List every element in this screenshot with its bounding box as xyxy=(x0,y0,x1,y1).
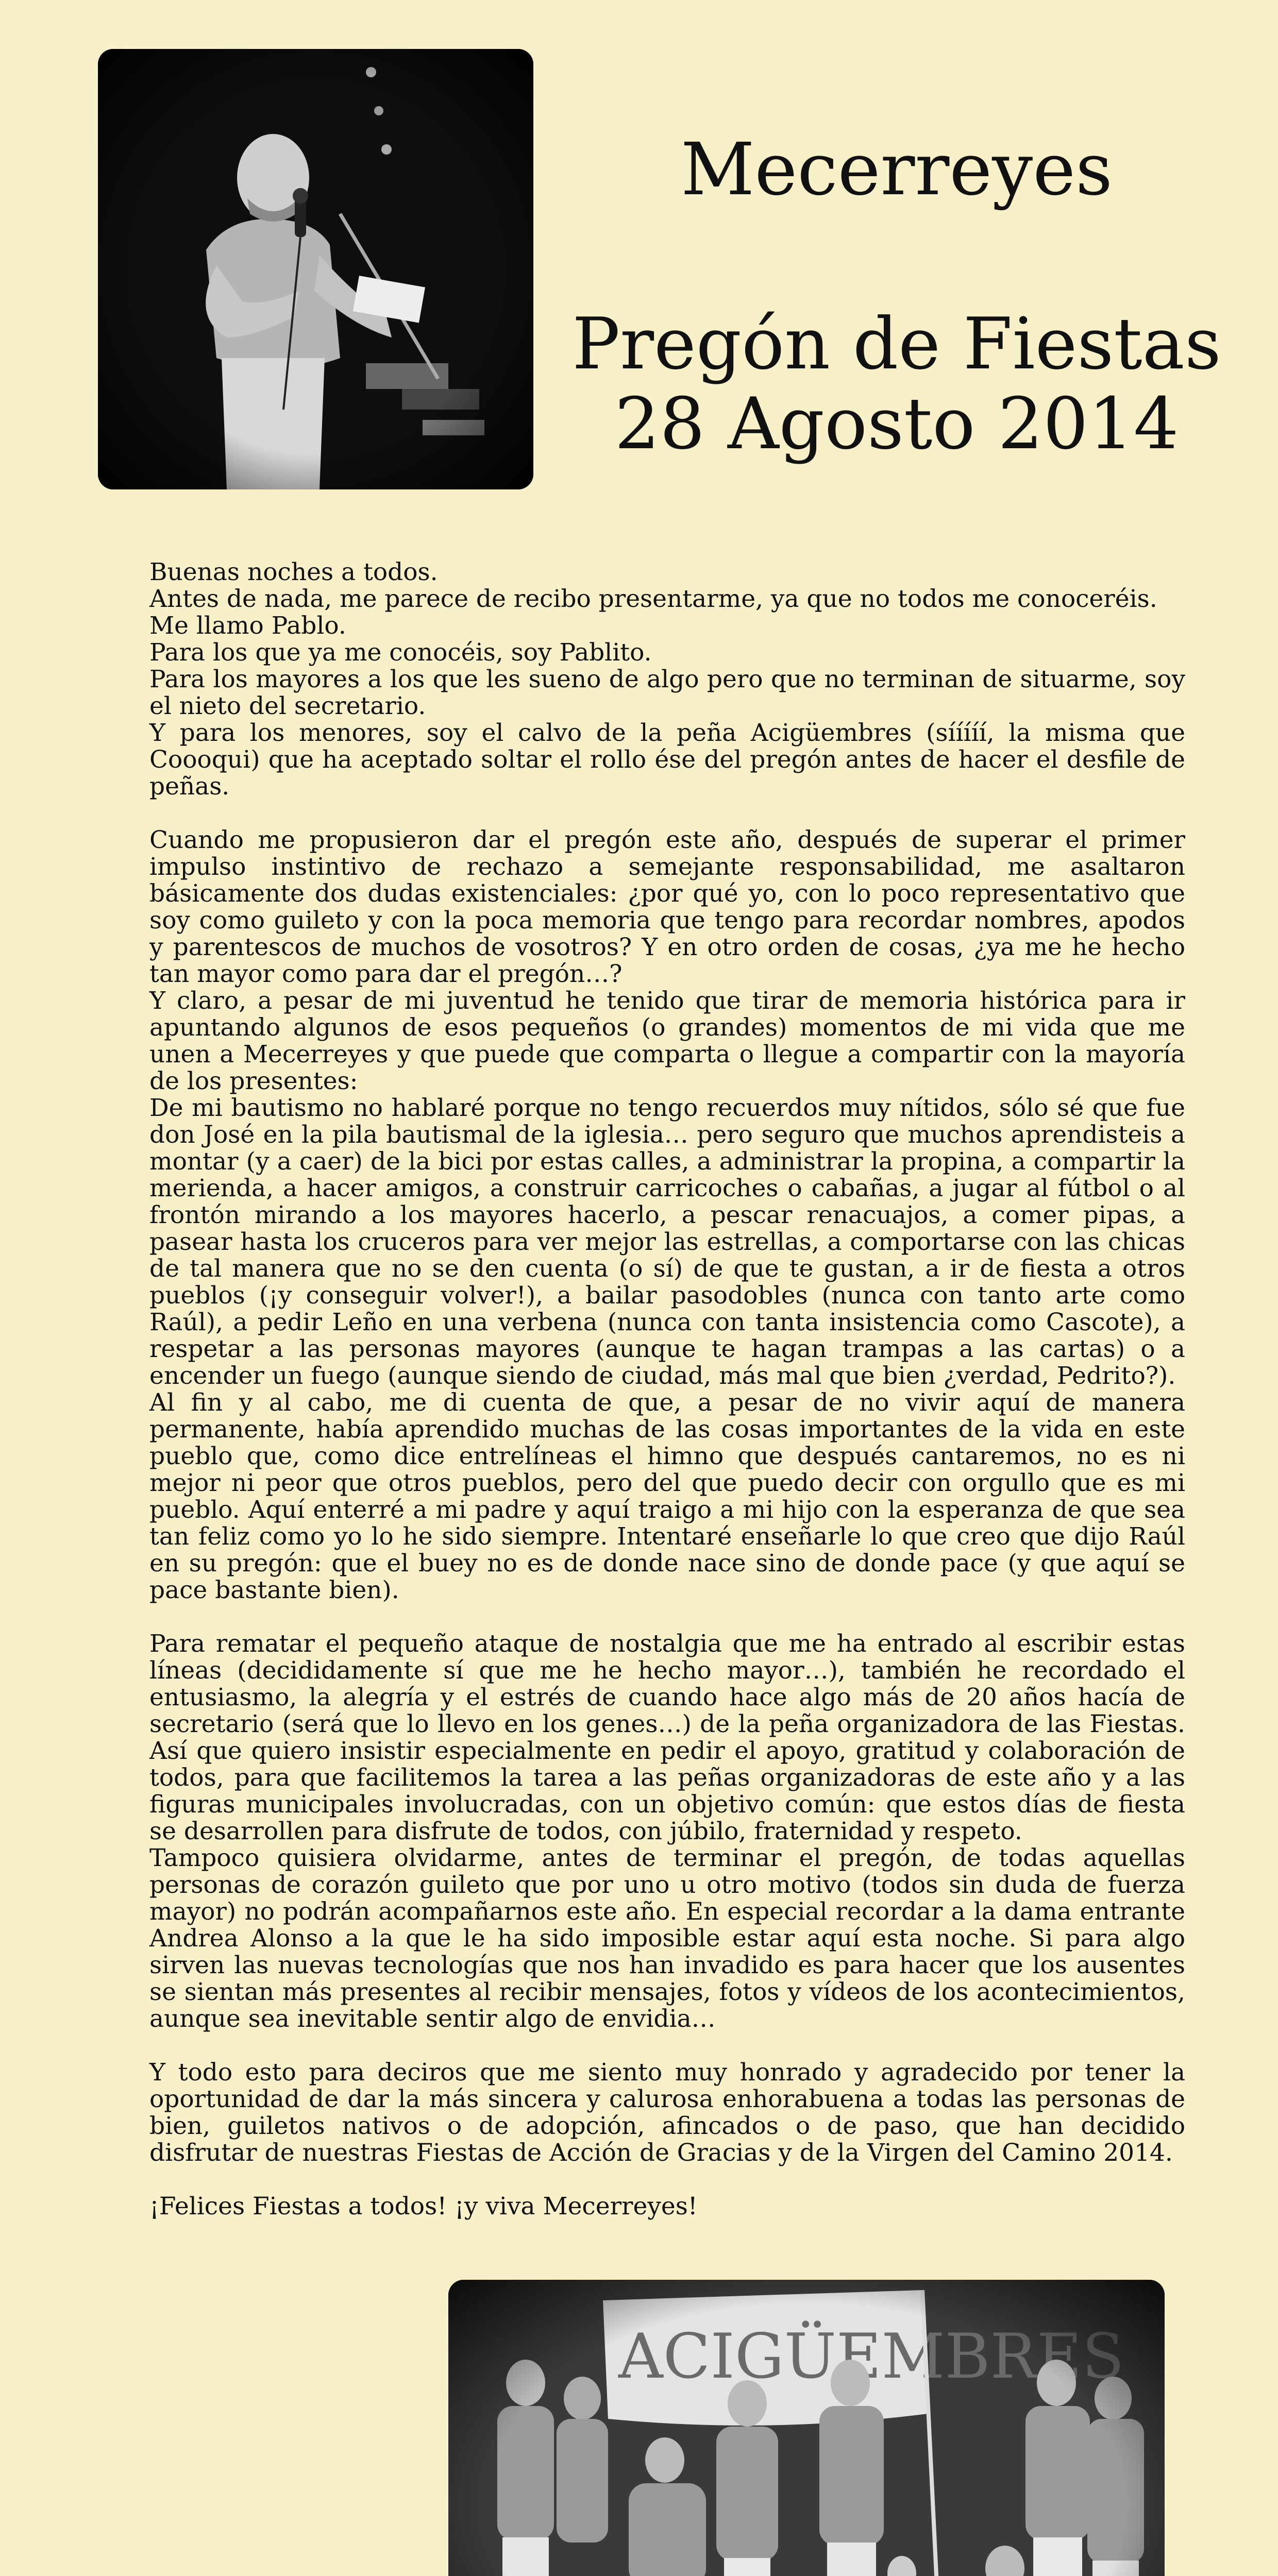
paragraph: Y para los menores, soy el calvo de la peña Acigüembres (sííííí, la misma que Coooqui) que ha aceptado soltar el rollo ése del pregón antes de hacer el desfile de peñas. xyxy=(149,719,1185,801)
title-line-2: 28 Agosto 2014 xyxy=(614,382,1179,465)
paragraph: Al fin y al cabo, me di cuenta de que, a pesar de no vivir aquí de manera permanente, había aprendido muchas de las cosas importantes de la vida en este pueblo que, como dice entrelíneas el himno que después cantaremos, no es ni mejor ni peor que otros pueblos, pero del que puedo decir con orgullo que es mi pueblo. Aquí enterré a mi padre y aquí traigo a mi hijo con la esperanza de que sea tan feliz como yo lo he sido siempre. Intentaré enseñarle lo que creo que dijo Raúl en su pregón: que el buey no es de donde nace sino de donde pace (y que aquí se pace bastante bien). xyxy=(149,1388,1185,1604)
town-name: Mecerreyes xyxy=(681,128,1113,212)
document-title xyxy=(551,304,1242,464)
speaker-photo xyxy=(98,49,533,489)
paragraph: De mi bautismo no hablaré porque no tengo recuerdos muy nítidos, sólo sé que fue don José en la pila bautismal de la iglesia… pero seguro que muchos aprendisteis a montar (y a caer) de la bici por estas calles, a administrar la propina, a compartir la merienda, a hacer amigos, a construir carricoches o cabañas, a jugar al fútbol o al frontón mirando a los mayores hacerlo, a pescar renacuajos, a comer pipas, a pasear hasta los cruceros para ver mejor las estrellas, a comportarse con las chicas de tal manera que no se den cuenta (o sí) de que te gustan, a ir de fiesta a otros pueblos (¡y conseguir volver!), a bailar pasodobles (nunca con tanto arte como Raúl), a pedir Leño en una verbena (nunca con tanta insistencia como Cascote), a respetar a las personas mayores (aunque te hagan trampas a las cartas) o a encender un fuego (aunque siendo de ciudad, más mal que bien ¿verdad, Pedrito?). xyxy=(149,1094,1185,1390)
paragraph: Tampoco quisiera olvidarme, antes de terminar el pregón, de todas aquellas personas de corazón guileto que por uno u otro motivo (todos sin duda de fuerza mayor) no podrán acompañarnos este año. En especial recordar a la dama entrante Andrea Alonso a la que le ha sido imposible estar aquí esta noche. Si para algo sirven las nuevas tecnologías que nos han invadido es para hacer que los ausentes se sientan más presentes al recibir mensajes, fotos y vídeos de los acontecimientos, aunque sea inevitable sentir algo de envidia… xyxy=(149,1844,1185,2033)
paragraph: Antes de nada, me parece de recibo presentarme, ya que no todos me conoceréis. xyxy=(149,585,1157,613)
paragraph-gap xyxy=(149,2166,1185,2193)
paragraph: Para rematar el pequeño ataque de nostalgia que me ha entrado al escribir estas líneas (decididamente sí que me he hecho mayor…), también he recordado el entusiasmo, la alegría y el estrés de cuando hace algo más de 20 años hacía de secretario (será que lo llevo en los genes…) de la peña organizadora de las Fiestas. Así que quiero insistir especialmente en pedir el apoyo, gratitud y colaboración de todos, para que facilitemos la tarea a las peñas organizadoras de este año y a las figuras municipales involucradas, con un objetivo común: que estos días de fiesta se desarrollen para disfrute de todos, con júbilo, fraternidad y respeto. xyxy=(149,1630,1185,1845)
speech-body xyxy=(149,559,1185,2220)
paragraph: Para los que ya me conocéis, soy Pablito. xyxy=(149,638,652,667)
paragraph-gap xyxy=(149,2032,1185,2059)
title-line-1: Pregón de Fiestas xyxy=(572,302,1221,385)
paragraph: Me llamo Pablo. xyxy=(149,612,346,640)
paragraph: Cuando me propusieron dar el pregón este año, después de superar el primer impulso instintivo de rechazo a semejante responsabilidad, me asaltaron básicamente dos dudas existenciales: ¿por qué yo, con lo poco representativo que soy como guileto y con la poca memoria que tengo para recordar nombres, apodos y parentescos de muchos de vosotros? Y en otro orden de cosas, ¿ya me he hecho tan mayor como para dar el pregón…? xyxy=(149,826,1185,988)
paragraph: ¡Felices Fiestas a todos! ¡y viva Mecerreyes! xyxy=(149,2192,698,2221)
paragraph: Y claro, a pesar de mi juventud he tenido que tirar de memoria histórica para ir apuntando algunos de esos pequeños (o grandes) momentos de mi vida que me unen a Mecerreyes y que puede que comparta o llegue a compartir con la mayoría de los presentes: xyxy=(149,987,1185,1095)
speaker-illustration xyxy=(98,49,533,489)
paragraph: Y todo esto para deciros que me siento muy honrado y agradecido por tener la oportunidad de dar la más sincera y calurosa enhorabuena a todas las personas de bien, guiletos nativos o de adopción, afincados o de paso, que han decidido disfrutar de nuestras Fiestas de Acción de Gracias y de la Virgen del Camino 2014. xyxy=(149,2058,1185,2167)
paragraph: Buenas noches a todos. xyxy=(149,558,438,586)
paragraph-gap xyxy=(149,800,1185,827)
group-illustration xyxy=(448,2280,1165,2576)
group-photo xyxy=(448,2280,1165,2576)
paragraph: Para los mayores a los que les sueno de algo pero que no terminan de situarme, soy el nieto del secretario. xyxy=(149,665,1185,720)
paragraph-gap xyxy=(149,1604,1185,1631)
